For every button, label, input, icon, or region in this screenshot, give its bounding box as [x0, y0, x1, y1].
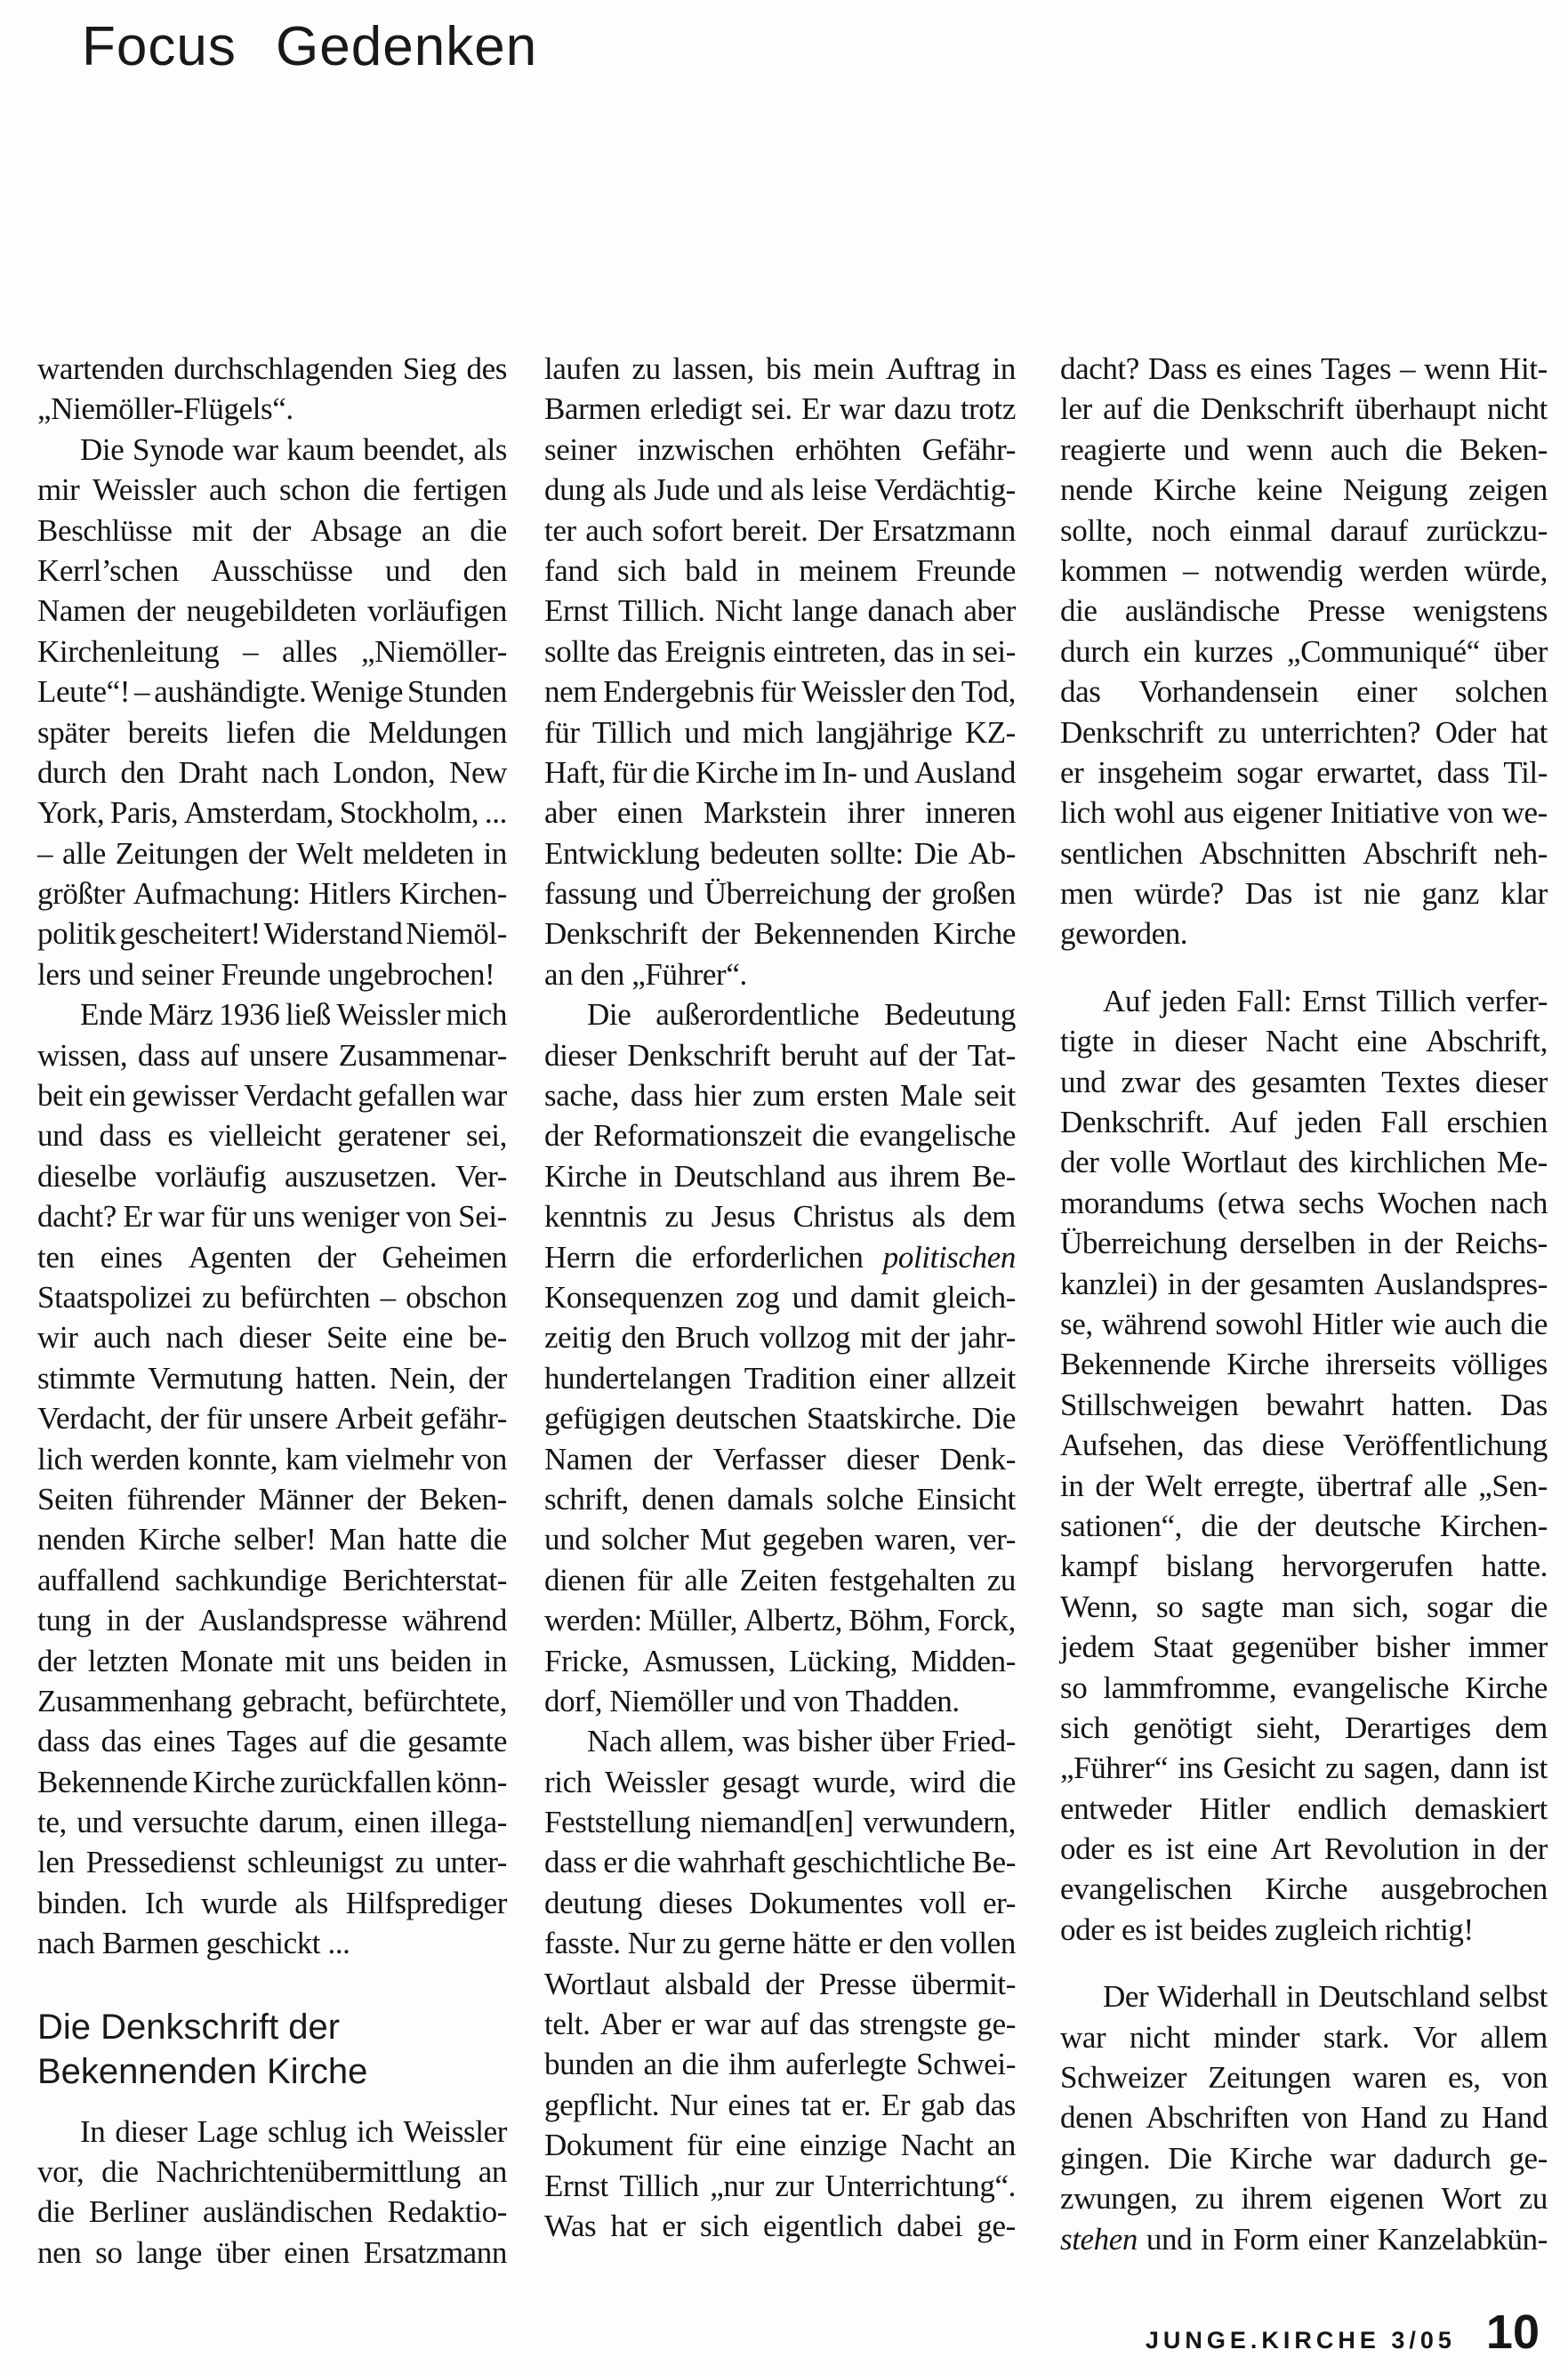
body-line: Wenn, so sagte man sich, sogar die	[1060, 1589, 1548, 1624]
body-line: In dieser Lage schlug ich Weissler	[80, 2113, 507, 2149]
body-line: an den „Führer“.	[544, 956, 747, 992]
body-line: fasste. Nur zu gerne hätte er den vollen	[544, 1926, 1016, 1961]
body-line: Bekennende Kirche zurückfallen könn-	[37, 1764, 507, 1799]
body-line: vor, die Nachrichtenübermittlung an	[37, 2154, 507, 2190]
body-line: schrift, denen damals solche Einsicht	[544, 1481, 1016, 1517]
body-line: laufen zu lassen, bis mein Auftrag in	[544, 351, 1016, 386]
body-line: fand sich bald in meinem Freunde	[544, 552, 1016, 588]
body-line: kommen – notwendig werden würde,	[1060, 552, 1548, 588]
body-line: telt. Aber er war auf das strengste ge-	[544, 2007, 1016, 2042]
body-line: oder es ist beides zugleich richtig!	[1060, 1911, 1474, 1947]
body-line: kanzlei) in der gesamten Auslandspres-	[1060, 1266, 1548, 1301]
paragraph	[1060, 349, 1548, 954]
body-line: men würde? Das ist nie ganz klar	[1060, 876, 1548, 912]
body-line: Seiten führender Männer der Beken-	[37, 1481, 507, 1517]
body-line: Denkschrift zu unterrichten? Oder hat	[1060, 714, 1548, 750]
footer-journal-issue	[1146, 2327, 1456, 2354]
body-line: der Reformationszeit die evangelische	[544, 1118, 1016, 1154]
body-line: wir auch nach dieser Seite eine be-	[37, 1320, 507, 1356]
body-line: Konsequenzen zog und damit gleich-	[544, 1279, 1016, 1315]
body-line: Kirchenleitung – alles „Niemöller-	[37, 633, 507, 669]
footer	[1146, 2305, 1540, 2360]
body-line: sollte das Ereignis eintreten, das in sei-	[544, 633, 1016, 669]
column-1	[37, 349, 507, 2273]
body-line: wartenden durchschlagenden Sieg des	[37, 351, 507, 386]
body-line: Haft, für die Kirche im In- und Ausland	[544, 754, 1016, 790]
body-line: durch den Draht nach London, New	[37, 754, 507, 790]
body-line: zeitig den Bruch vollzog mit der jahr-	[544, 1320, 1016, 1356]
body-line: das Vorhandensein einer solchen	[1060, 674, 1548, 710]
body-line: tigte in dieser Nacht eine Abschrift,	[1060, 1024, 1548, 1059]
body-line: Beschlüsse mit der Absage an die	[37, 512, 507, 548]
issue-number: 3/05	[1391, 2327, 1456, 2354]
body-line: „Niemöller-Flügels“.	[37, 391, 293, 427]
body-line: Herrn die erforderlichen politischen	[544, 1239, 1016, 1275]
body-line: in der Welt erregte, übertraf alle „Sen-	[1060, 1468, 1548, 1503]
body-line: tung in der Auslandspresse während	[37, 1603, 507, 1638]
body-line: Ernst Tillich. Nicht lange danach aber	[544, 593, 1016, 629]
body-line: geworden.	[1060, 916, 1188, 952]
body-line: oder es ist eine Art Revolution in der	[1060, 1831, 1548, 1867]
paragraph	[544, 1721, 1016, 2246]
body-line: Auf jeden Fall: Ernst Tillich verfer-	[1103, 983, 1548, 1018]
body-line: deutung dieses Dokumentes voll er-	[544, 1885, 1016, 1920]
body-line: nende Kirche keine Neigung zeigen	[1060, 472, 1548, 508]
body-line: stimmte Vermutung hatten. Nein, der	[37, 1360, 507, 1396]
body-line: jedem Staat gegenüber bisher immer	[1060, 1630, 1548, 1665]
body-line: Denkschrift. Auf jeden Fall erschien	[1060, 1105, 1548, 1140]
body-line: er insgeheim sogar erwartet, dass Til-	[1060, 754, 1548, 790]
body-line: Nach allem, was bisher über Fried-	[587, 1724, 1016, 1759]
body-line: len Pressedienst schleunigst zu unter-	[37, 1845, 507, 1880]
body-line: sich genötigt sieht, Derartiges dem	[1060, 1710, 1548, 1745]
body-line: die ausländische Presse wenigstens	[1060, 593, 1548, 629]
body-line: der letzten Monate mit uns beiden in	[37, 1643, 507, 1678]
body-line: auffallend sachkundige Berichterstat-	[37, 1562, 507, 1597]
body-line: morandums (etwa sechs Wochen nach	[1060, 1185, 1548, 1220]
body-line: stehen und in Form einer Kanzelabkün-	[1060, 2221, 1548, 2257]
body-line: später bereits liefen die Meldungen	[37, 714, 507, 750]
body-line: bunden an die ihm auferlegte Schwei-	[544, 2047, 1016, 2082]
body-line: „Führer“ ins Gesicht zu sagen, dann ist	[1060, 1750, 1548, 1786]
body-line: sache, dass hier zum ersten Male seit	[544, 1078, 1016, 1114]
body-line: hundertelangen Tradition einer allzeit	[544, 1360, 1016, 1396]
paragraph	[37, 2112, 507, 2273]
body-line: der volle Wortlaut des kirchlichen Me-	[1060, 1145, 1548, 1180]
body-line: Fricke, Asmussen, Lücking, Midden-	[544, 1643, 1016, 1678]
body-line: lich werden konnte, kam vielmehr von	[37, 1441, 507, 1477]
body-line: durch ein kurzes „Communiqué“ über	[1060, 633, 1548, 669]
body-line: dacht? Dass es eines Tages – wenn Hit-	[1060, 351, 1548, 386]
body-line: Denkschrift der Bekennenden Kirche	[544, 916, 1016, 952]
paragraph	[37, 349, 507, 430]
body-line: entweder Hitler endlich demaskiert	[1060, 1791, 1548, 1826]
body-line: Aufsehen, das diese Veröffentlichung	[1060, 1428, 1548, 1463]
body-line: dacht? Er war für uns weniger von Sei-	[37, 1199, 507, 1235]
body-line: Bekennende Kirche ihrerseits völliges	[1060, 1347, 1548, 1382]
body-line: ler auf die Denkschrift überhaupt nicht	[1060, 391, 1548, 427]
body-line: und solcher Mut gegeben waren, ver-	[544, 1522, 1016, 1557]
body-line: gingen. Die Kirche war dadurch ge-	[1060, 2140, 1548, 2176]
paragraph	[544, 994, 1016, 1721]
body-line: fassung und Überreichung der großen	[544, 876, 1016, 912]
body-line: Die Synode war kaum beendet, als	[80, 431, 507, 467]
body-line: Verdacht, der für unsere Arbeit gefähr-	[37, 1401, 507, 1436]
body-line: Entwicklung bedeuten sollte: Die Ab-	[544, 835, 1016, 871]
body-line: sationen“, die der deutsche Kirchen-	[1060, 1508, 1548, 1543]
body-line: gepflicht. Nur eines tat er. Er gab das	[544, 2087, 1016, 2122]
paragraph	[544, 349, 1016, 994]
body-line: gefügigen deutschen Staatskirche. Die	[544, 1401, 1016, 1436]
body-line: Stillschweigen bewahrt hatten. Das	[1060, 1387, 1548, 1422]
body-line: Namen der Verfasser dieser Denk-	[544, 1441, 1016, 1477]
page-title: Focus Gedenken	[82, 16, 538, 77]
journal-name: JUNGE.KIRCHE	[1145, 2327, 1380, 2354]
body-line: Was hat er sich eigentlich dabei ge-	[544, 2208, 1016, 2243]
body-line: nach Barmen geschickt ...	[37, 1926, 350, 1961]
column-3	[1060, 349, 1548, 2259]
subhead-line: Bekennenden Kirche	[37, 2051, 368, 2091]
body-line: York, Paris, Amsterdam, Stockholm, ...	[37, 795, 507, 831]
body-line: wissen, dass auf unsere Zusammenar-	[37, 1037, 507, 1073]
paragraph	[37, 994, 507, 1963]
body-line: denen Abschriften von Hand zu Hand	[1060, 2100, 1548, 2136]
body-line: zwungen, zu ihrem eigenen Wort zu	[1060, 2181, 1548, 2217]
body-line: mir Weissler auch schon die fertigen	[37, 472, 507, 508]
body-line: war nicht minder stark. Vor allem	[1060, 2019, 1548, 2055]
page-number: 10	[1485, 2306, 1540, 2359]
body-line: dieser Denkschrift beruht auf der Tat-	[544, 1037, 1016, 1073]
body-line: für Tillich und mich langjährige KZ-	[544, 714, 1016, 750]
body-line: nen so lange über einen Ersatzmann	[37, 2234, 507, 2270]
body-line: se, während sowohl Hitler wie auch die	[1060, 1306, 1548, 1341]
body-line: Staatspolizei zu befürchten – obschon	[37, 1279, 507, 1315]
body-line: dass er die wahrhaft geschichtliche Be-	[544, 1845, 1016, 1880]
body-line: Wortlaut alsbald der Presse übermit-	[544, 1966, 1016, 2001]
body-line: nenden Kirche selber! Man hatte die	[37, 1522, 507, 1557]
body-line: ten eines Agenten der Geheimen	[37, 1239, 507, 1275]
body-line: Feststellung niemand[en] verwundern,	[544, 1805, 1016, 1840]
body-line: Der Widerhall in Deutschland selbst	[1103, 1979, 1548, 2015]
body-line: dienen für alle Zeiten festgehalten zu	[544, 1562, 1016, 1597]
body-line: Schweizer Zeitungen waren es, von	[1060, 2060, 1548, 2096]
body-line: Dokument für eine einzige Nacht an	[544, 2128, 1016, 2163]
body-line: aber einen Markstein ihrer inneren	[544, 795, 1016, 831]
body-line: dass das eines Tages auf die gesamte	[37, 1724, 507, 1759]
body-line: – alle Zeitungen der Welt meldeten in	[37, 835, 507, 871]
body-line: Ende März 1936 ließ Weissler mich	[80, 997, 507, 1033]
body-line: Kerrl’schen Ausschüsse und den	[37, 552, 507, 588]
body-line: nem Endergebnis für Weissler den Tod,	[544, 674, 1016, 710]
subhead-line: Die Denkschrift der	[37, 2007, 341, 2047]
body-line: te, und versuchte darum, einen illega-	[37, 1805, 507, 1840]
body-line: ter auch sofort bereit. Der Ersatzmann	[544, 512, 1016, 548]
body-line: und dass es vielleicht geratener sei,	[37, 1118, 507, 1154]
body-line: größter Aufmachung: Hitlers Kirchen-	[37, 876, 507, 912]
body-line: seiner inzwischen erhöhten Gefähr-	[544, 431, 1016, 467]
paragraph	[1060, 981, 1548, 1950]
body-line: Ernst Tillich „nur zur Unterrichtung“.	[544, 2168, 1016, 2203]
body-line: lers und seiner Freunde ungebrochen!	[37, 956, 495, 992]
body-line: dung als Jude und als leise Verdächtig-	[544, 472, 1016, 508]
body-line: die Berliner ausländischen Redaktio-	[37, 2194, 507, 2230]
body-line: werden: Müller, Albertz, Böhm, Forck,	[544, 1603, 1016, 1638]
paragraph	[37, 430, 507, 994]
column-2	[544, 349, 1016, 2246]
body-line: sollte, noch einmal darauf zurückzu-	[1060, 512, 1548, 548]
body-line: reagierte und wenn auch die Beken-	[1060, 431, 1548, 467]
body-line: dieselbe vorläufig auszusetzen. Ver-	[37, 1158, 507, 1194]
body-line: Barmen erledigt sei. Er war dazu trotz	[544, 391, 1016, 427]
subhead	[37, 2005, 507, 2094]
paragraph	[1060, 1976, 1548, 2259]
body-line: evangelischen Kirche ausgebrochen	[1060, 1871, 1548, 1907]
body-line: Überreichung derselben in der Reichs-	[1060, 1226, 1548, 1261]
body-line: binden. Ich wurde als Hilfsprediger	[37, 1885, 507, 1920]
body-line: dorf, Niemöller und von Thadden.	[544, 1683, 960, 1718]
body-line: politik gescheitert! Widerstand Niemöl-	[37, 916, 507, 952]
body-line: sentlichen Abschnitten Abschrift neh-	[1060, 835, 1548, 871]
body-line: so lammfromme, evangelische Kirche	[1060, 1670, 1548, 1705]
body-line: Die außerordentliche Bedeutung	[587, 997, 1016, 1033]
body-line: Namen der neugebildeten vorläufigen	[37, 593, 507, 629]
body-line: rich Weissler gesagt wurde, wird die	[544, 1764, 1016, 1799]
body-line: kampf bislang hervorgerufen hatte.	[1060, 1549, 1548, 1584]
body-line: und zwar des gesamten Textes dieser	[1060, 1064, 1548, 1099]
body-line: Leute“! – aushändigte. Wenige Stunden	[37, 674, 507, 710]
body-line: kenntnis zu Jesus Christus als dem	[544, 1199, 1016, 1235]
body-line: beit ein gewisser Verdacht gefallen war	[37, 1078, 507, 1114]
body-line: Kirche in Deutschland aus ihrem Be-	[544, 1158, 1016, 1194]
body-line: Zusammenhang gebracht, befürchtete,	[37, 1683, 507, 1718]
body-line: lich wohl aus eigener Initiative von we-	[1060, 795, 1548, 831]
